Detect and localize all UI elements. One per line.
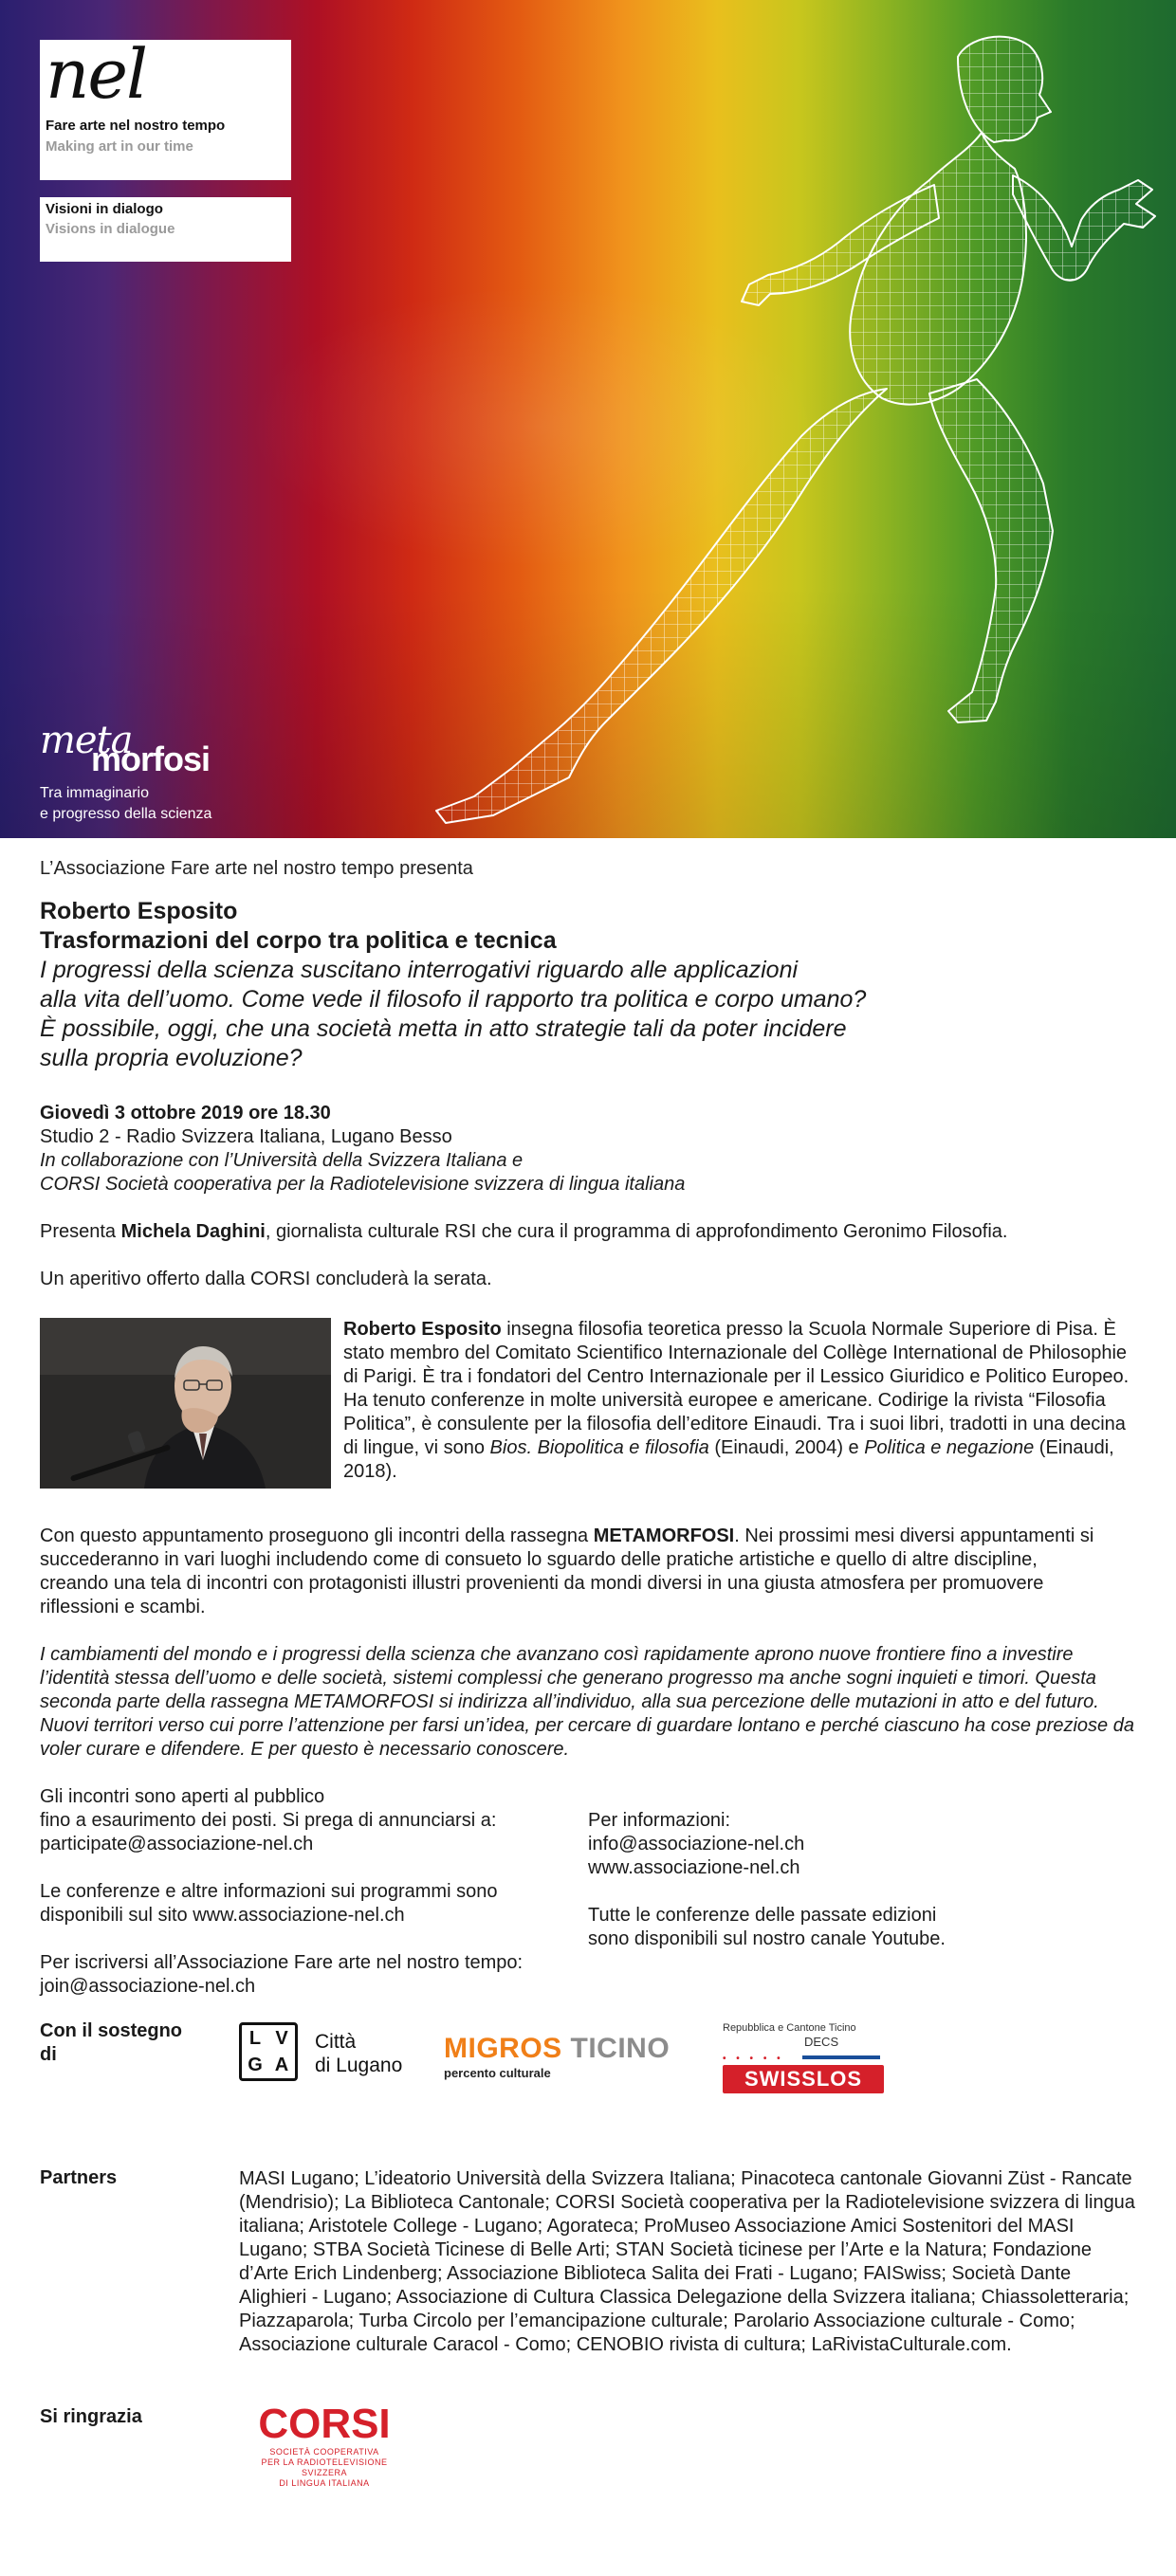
swisslos-rep: Repubblica e Cantone Ticino xyxy=(723,2022,856,2034)
corsi-logo xyxy=(239,2403,410,2489)
info-line: Le conferenze e altre informazioni sui programmi sono xyxy=(40,1881,498,1902)
speaker-portrait xyxy=(40,1318,331,1489)
presenter-paragraph xyxy=(40,1220,1140,1244)
presenter-suffix: , giornalista culturale RSI che cura il programma di approfondimento Geronimo Filosofia. xyxy=(265,1221,1008,1242)
visioni-en: Visions in dialogue xyxy=(46,221,175,237)
presenter-intro: L’Associazione Fare arte nel nostro tempo presenta xyxy=(40,858,473,879)
info-right-column xyxy=(588,1809,1119,1951)
speaker-bio xyxy=(343,1318,1142,1484)
bio-book-1: Bios. Biopolitica e filosofia xyxy=(489,1437,709,1458)
corsi-sub: PER LA RADIOTELEVISIONE SVIZZERA xyxy=(261,2457,388,2477)
nel-logo xyxy=(40,34,291,180)
info-section xyxy=(40,1785,1140,2013)
lugano-line1: Città xyxy=(315,2031,357,2053)
bio-section xyxy=(40,1318,1140,1489)
metamorfosi-sub-1: Tra immaginario xyxy=(40,785,149,801)
collaboration-line: In collaborazione con l’Università della Svizzera Italiana e xyxy=(40,1150,524,1171)
participate-email-link[interactable]: participate@associazione-nel.ch xyxy=(40,1834,314,1854)
lvga-letter: A xyxy=(274,2054,289,2075)
talk-abstract xyxy=(40,956,1064,1073)
nel-tagline-it: Fare arte nel nostro tempo xyxy=(46,118,226,134)
nel-wordmark: nel xyxy=(46,34,147,114)
thanks-label: Si ringrazia xyxy=(40,2406,142,2427)
lvga-letter: G xyxy=(248,2054,263,2075)
bio-book-2: Politica e negazione xyxy=(864,1437,1035,1458)
swisslos-blue-bar xyxy=(802,2055,880,2059)
aperitivo-note: Un aperitivo offerto dalla CORSI concluderà la serata. xyxy=(40,1269,492,1289)
sponsor-label-line1: Con il sostegno xyxy=(40,2020,182,2041)
hero-banner xyxy=(0,0,1176,838)
info-line: Gli incontri sono aperti al pubblico xyxy=(40,1786,325,1807)
abstract-line: alla vita dell’uomo. Come vede il filosofo il rapporto tra politica e corpo umano? xyxy=(40,986,867,1013)
abstract-line: È possibile, oggi, che una società metta in atto strategie tali da poter incidere xyxy=(40,1015,847,1042)
metamorfosi-wordmark-b: morfosi xyxy=(91,740,211,778)
speaker-name: Roberto Esposito xyxy=(40,898,238,924)
rassegna-text-a: Con questo appuntamento proseguono gli incontri della rassegna xyxy=(40,1526,594,1546)
partners-label: Partners xyxy=(40,2167,118,2188)
bio-text-a: insegna filosofia teoretica presso la Scuola Normale Superiore di Pisa. È stato membro del Comitato Scientifico Internazionale del Collège International de Philosophie di Parigi. È tra i fondatori del Centro Internazionale per il Lessico Giuridico e Politico Europeo. Ha tenuto conferenze in molte università europee e americane. Codirige la rivista “Filosofia Politica”, è consulente per la filosofia dell’editore Einaudi. Tra i suoi libri, tradotti in una decina di lingue, vi sono xyxy=(343,1319,1130,1458)
cambiamenti-paragraph: I cambiamenti del mondo e i progressi della scienza che avanzano così rapidamente aprono nuove frontiere fino a investire l’identità stessa dell’uomo e delle società, sistemi complessi che generano progresso ma anche sogni inquieti e timori. Questa seconda parte della rassegna METAMORFOSI si indirizza all’individuo, alla sua percezione delle mutazioni in atto e del futuro. Nuovi territori verso cui porre l’attenzione per farsi un’idea, per cercare di guardare lontano e perché ciascuno ha cose preziose da voler curare e difendere. E per questo è necessario conoscere. xyxy=(40,1644,1134,1760)
event-location: Studio 2 - Radio Svizzera Italiana, Lugano Besso xyxy=(40,1126,452,1147)
presenter-prefix: Presenta xyxy=(40,1221,121,1242)
swisslos-decs: DECS xyxy=(804,2035,839,2049)
sponsor-label xyxy=(40,2019,182,2067)
bio-text-b: (Einaudi, 2004) e xyxy=(708,1437,865,1458)
info-line: fino a esaurimento dei posti. Si prega di annunciarsi a: xyxy=(40,1810,497,1831)
corsi-sub: SOCIETÀ COOPERATIVA xyxy=(269,2447,379,2457)
corsi-sub: DI LINGUA ITALIANA xyxy=(279,2478,370,2488)
info-line: Per informazioni: xyxy=(588,1810,731,1831)
ticino-word: TICINO xyxy=(570,2033,671,2064)
info-line: Tutte le conferenze delle passate edizioni xyxy=(588,1905,937,1926)
metamorfosi-sub-2: e progresso della scienza xyxy=(40,806,212,822)
nel-tagline-en: Making art in our time xyxy=(46,138,193,155)
swisslos-logo xyxy=(723,2021,884,2093)
event-content xyxy=(40,858,1140,2013)
info-line: Per iscriversi all’Associazione Fare arte nel nostro tempo: xyxy=(40,1952,524,1973)
lvga-letter: L xyxy=(248,2027,262,2049)
visioni-logo xyxy=(40,197,291,262)
migros-word: MIGROS xyxy=(444,2033,562,2064)
bio-text-c: (Einaudi, 2018). xyxy=(343,1437,1114,1482)
visioni-it: Visioni in dialogo xyxy=(46,201,163,217)
info-left-column xyxy=(40,1785,590,1999)
abstract-line: sulla propria evoluzione? xyxy=(40,1045,303,1071)
youtube-info-line: sono disponibili sul nostro canale Youtube. xyxy=(588,1928,946,1949)
abstract-line: I progressi della scienza suscitano interrogativi riguardo alle applicazioni xyxy=(40,957,799,983)
metamorfosi-wordmark-a: meta xyxy=(40,719,133,762)
migros-sub: percento culturale xyxy=(444,2066,551,2080)
bio-name: Roberto Esposito xyxy=(343,1319,502,1340)
event-date-time: Giovedì 3 ottobre 2019 ore 18.30 xyxy=(40,1103,331,1124)
lugano-line2: di Lugano xyxy=(315,2055,403,2076)
lvga-mark xyxy=(239,2022,298,2081)
partners-list: MASI Lugano; L’ideatorio Università della Svizzera Italiana; Pinacoteca cantonale Giovanni Züst - Rancate (Mendrisio); La Biblioteca Cantonale; CORSI Società cooperativa per la Radiotelevisione svizzera di lingua italiana; Aristotele College - Lugano; Agorateca; ProMuseo Associazione Amici Sostenitori del MASI Lugano; STBA Società Ticinese di Belle Arti; STAN Società ticinese per l’Arte e la Natura; Fondazione d’Arte Erich Lindenberg; Associazione Biblioteca Salita dei Frati - Lugano; FAISwiss; Società Dante Alighieri - Lugano; Associazione di Cultura Classica Delegazione della Svizzera italiana; Chiassoletteraria; Piazzaparola; Turba Circolo per l’emancipazione culturale; Parolario Associazione culturale - Como; Associazione culturale Caracol - Como; CENOBIO rivista di cultura; LaRivistaCulturale.com. xyxy=(239,2168,1135,2355)
rassegna-text-b: . Nei prossimi mesi diversi appuntamenti si succederanno in vari luoghi includendo come di consueto lo sguardo delle pratiche artistiche e quello di altre discipline, creando una tela di incontri con protagonisti illustri provenienti da mondi diversi in una giusta atmosfera per promuovere riflessioni e scambi. xyxy=(40,1526,1094,1617)
swisslos-word: SWISSLOS xyxy=(723,2065,884,2093)
presenter-name: Michela Daghini xyxy=(120,1221,266,1242)
swisslos-dots: • • • • • xyxy=(723,2054,784,2064)
rassegna-paragraph xyxy=(40,1525,1102,1619)
rassegna-name: METAMORFOSI xyxy=(593,1526,735,1546)
website-link[interactable]: www.associazione-nel.ch xyxy=(588,1857,800,1878)
info-email-link[interactable]: info@associazione-nel.ch xyxy=(588,1834,805,1854)
website-info-line[interactable]: disponibili sul sito www.associazione-nel.ch xyxy=(40,1905,405,1926)
talk-title: Trasformazioni del corpo tra politica e tecnica xyxy=(40,927,557,954)
collaboration-line: CORSI Società cooperativa per la Radiotelevisione svizzera di lingua italiana xyxy=(40,1174,686,1195)
join-email-link[interactable]: join@associazione-nel.ch xyxy=(40,1976,256,1997)
metamorfosi-logo xyxy=(40,719,286,825)
corsi-word: CORSI xyxy=(258,2401,391,2447)
migros-ticino-logo xyxy=(444,2034,700,2080)
lvga-letter: V xyxy=(275,2027,288,2049)
sponsor-label-line2: di xyxy=(40,2044,57,2065)
